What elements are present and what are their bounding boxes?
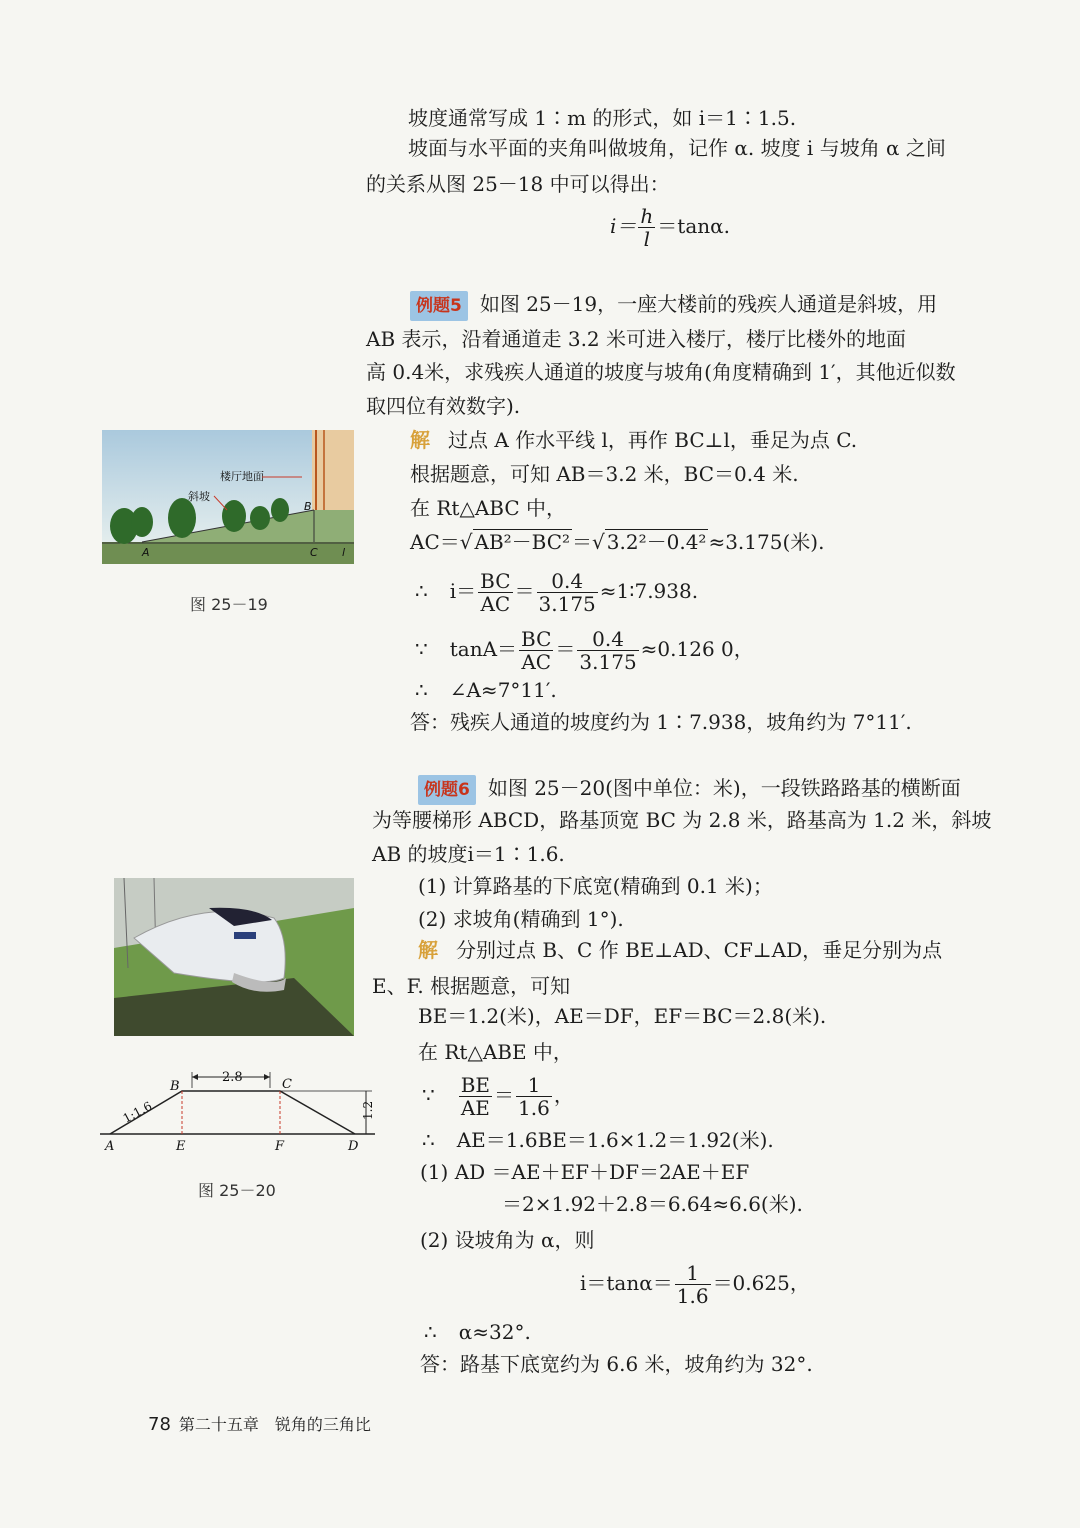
example6-badge: 例题6 (418, 775, 476, 805)
example6-solution-3: BE＝1.2(米)，AE＝DF，EF＝BC＝2.8(米). (418, 1004, 827, 1028)
chapter-title: 第二十五章 锐角的三角比 (178, 1415, 371, 1434)
example5-line-1: 例题5 如图 25－19，一座大楼前的残疾人通道是斜坡，用 (410, 290, 937, 321)
example6-answer: 答：路基下底宽约为 6.6 米，坡角约为 32°. (420, 1352, 813, 1376)
figure-25-20 (100, 1066, 380, 1156)
point-c: C (310, 546, 318, 559)
slope-formula: i＝ $\frac{h}{l}$ ＝tanα. (610, 204, 731, 251)
point-a: A (105, 1139, 115, 1154)
example5-line-4: 取四位有效数字). (366, 394, 521, 418)
example5-solution-7: ∴ ∠A≈7°11′. (415, 678, 557, 702)
example6-solution-10: i＝tanα＝ $\frac{1}{1.6}$ ＝0.625， (580, 1261, 810, 1308)
example6-line-3: AB 的坡度i＝1∶1.6. (372, 842, 565, 866)
page-footer (148, 1412, 371, 1435)
figure-25-19 (102, 430, 354, 564)
example6-solution-4: 在 Rt△ABE 中， (418, 1040, 573, 1064)
example6-solution-2: E、F. 根据题意，可知 (372, 974, 571, 998)
example6-solution-7: (1) AD ＝AE＋EF＋DF＝2AE＋EF (420, 1160, 750, 1184)
label-height: 1.2 (361, 1100, 375, 1120)
example5-answer: 答：残疾人通道的坡度约为 1∶7.938，坡角约为 7°11′. (410, 710, 912, 734)
label-slope: 斜坡 (188, 490, 210, 503)
example6-solution-8: ＝2×1.92＋2.8＝6.64≈6.6(米). (502, 1192, 803, 1216)
example6-part-2: (2) 求坡角(精确到 1°). (418, 907, 624, 931)
example6-solution-11: ∴ α≈32°. (424, 1320, 531, 1344)
example5-solution-6: ∵ tanA＝ $\frac{BC}{AC}$ ＝ $\frac{0.4}{3.175}$ ≈0.126 0， (415, 627, 754, 674)
example6-solution-5: ∵ $\frac{BE}{AE}$ ＝ $\frac{1}{1.6}$ ， (422, 1073, 574, 1120)
example5-line-3: 高 0.4米，求残疾人通道的坡度与坡角(角度精确到 1′，其他近似数 (366, 360, 956, 384)
intro-line-3: 的关系从图 25－18 中可以得出： (366, 172, 670, 196)
example5-solution-3: 在 Rt△ABC 中， (410, 496, 567, 520)
example5-solution-4: AC＝√ AB²－BC² ＝√ 3.2²－0.4² ≈3.175(米). (410, 530, 825, 554)
example6-part-1: (1) 计算路基的下底宽(精确到 0.1 米)； (418, 874, 773, 898)
example6-solution-6: ∴ AE＝1.6BE＝1.6×1.2＝1.92(米). (422, 1128, 774, 1152)
label-ratio: 1:1.6 (120, 1098, 155, 1126)
point-b: B (170, 1079, 180, 1094)
point-c: C (282, 1077, 292, 1092)
label-top-width: 2.8 (222, 1070, 243, 1085)
point-e: E (176, 1139, 186, 1154)
label-hall-floor: 楼厅地面 (220, 470, 264, 483)
example6-solution-1: 解 分别过点 B、C 作 BE⊥AD、CF⊥AD，垂足分别为点 (418, 938, 943, 962)
page-number: 78 (148, 1414, 171, 1435)
line-l: l (342, 546, 346, 559)
figure-25-20-caption: 图 25－20 (198, 1181, 276, 1200)
example6-line-1: 例题6 如图 25－20(图中单位：米)，一段铁路路基的横断面 (418, 774, 961, 805)
point-d: D (348, 1139, 359, 1154)
point-f: F (275, 1139, 285, 1154)
example5-solution-5: ∴ i＝ $\frac{BC}{AC}$ ＝ $\frac{0.4}{3.175}$ ≈1∶7.938. (415, 569, 699, 616)
example6-solution-9: (2) 设坡角为 α，则 (420, 1228, 595, 1252)
example5-badge: 例题5 (410, 291, 468, 321)
example5-solution-1: 解 过点 A 作水平线 l，再作 BC⊥l，垂足为点 C. (410, 428, 858, 452)
solution-label: 解 (418, 938, 438, 962)
example5-solution-2: 根据题意，可知 AB＝3.2 米，BC＝0.4 米. (410, 462, 799, 486)
point-b: B (304, 500, 312, 513)
example5-line-2: AB 表示，沿着通道走 3.2 米可进入楼厅，楼厅比楼外的地面 (366, 327, 907, 351)
example6-line-2: 为等腰梯形 ABCD，路基顶宽 BC 为 2.8 米，路基高为 1.2 米，斜坡 (372, 808, 992, 832)
intro-line-1: 坡度通常写成 1∶m 的形式，如 i＝1∶1.5. (408, 106, 797, 130)
point-a: A (142, 546, 150, 559)
figure-25-19-caption: 图 25－19 (190, 595, 268, 614)
solution-label: 解 (410, 428, 430, 452)
train-photo (114, 878, 354, 1036)
intro-line-2: 坡面与水平面的夹角叫做坡角，记作 α. 坡度 i 与坡角 α 之间 (408, 136, 946, 160)
